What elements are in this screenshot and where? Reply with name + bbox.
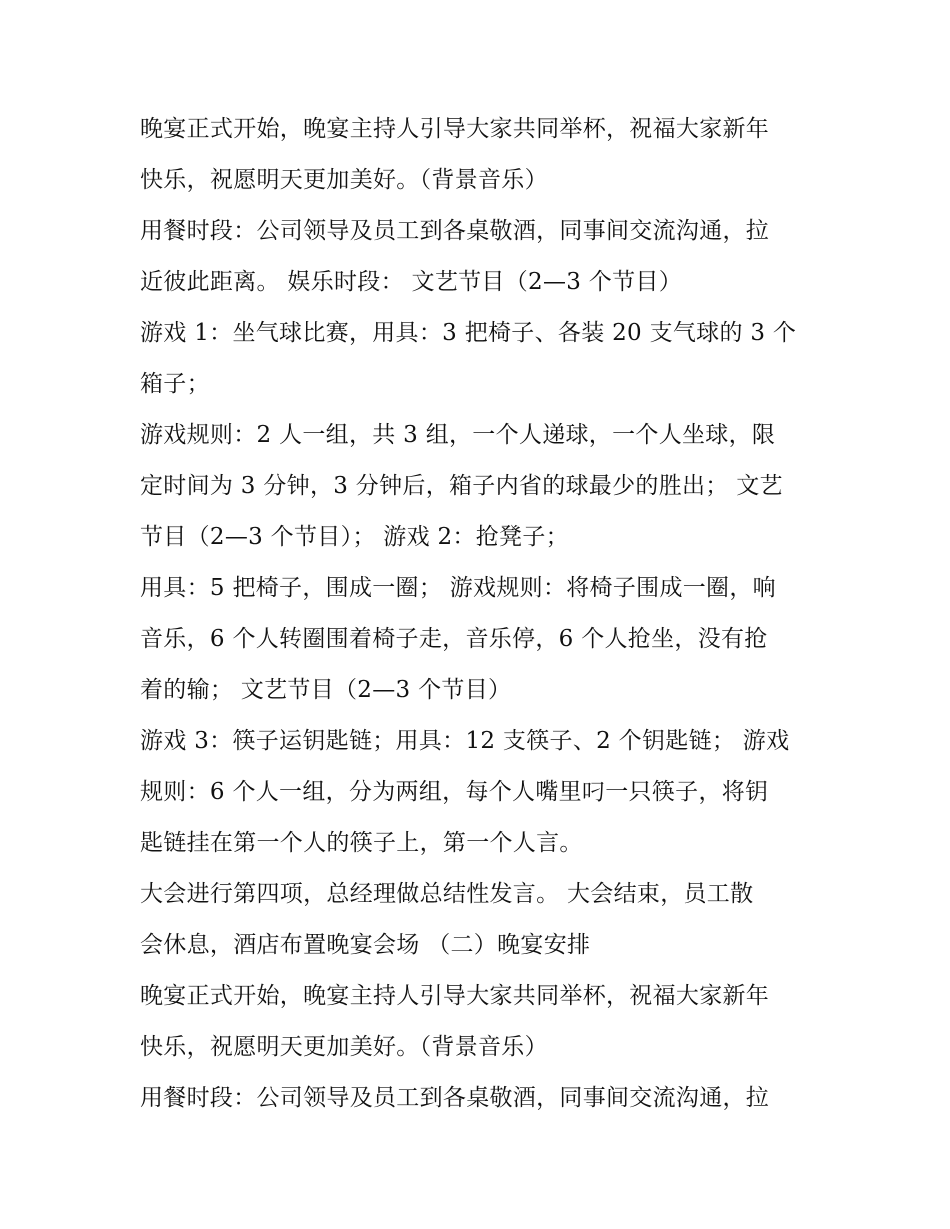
text-line-5: 游戏 1：坐气球比赛，用具：3 把椅子、各装 20 支气球的 3 个 [140,320,797,346]
text-line-19: 快乐，祝愿明天更加美好。（背景音乐） [140,1034,548,1060]
text-line-7: 游戏规则：2 人一组，共 3 组，一个人递球，一个人坐球，限 [140,422,776,448]
text-line-4: 近彼此距离。 娱乐时段： 文艺节目（2—3 个节目） [140,269,682,295]
text-line-9: 节目（2—3 个节目）； 游戏 2：抢凳子； [140,524,569,550]
text-line-2: 快乐，祝愿明天更加美好。（背景音乐） [140,167,548,193]
text-line-17: 会休息，酒店布置晚宴会场 （二）晚宴安排 [140,932,591,958]
text-line-1: 晚宴正式开始，晚宴主持人引导大家共同举杯，祝福大家新年 [140,116,770,142]
text-line-18: 晚宴正式开始，晚宴主持人引导大家共同举杯，祝福大家新年 [140,983,770,1009]
text-line-16: 大会进行第四项，总经理做总结性发言。 大会结束，员工散 [140,881,754,907]
text-line-12: 着的输； 文艺节目（2—3 个节目） [140,677,512,703]
text-line-6: 箱子； [140,371,210,397]
text-line-20: 用餐时段：公司领导及员工到各桌敬酒，同事间交流沟通，拉 [140,1085,770,1111]
text-line-15: 匙链挂在第一个人的筷子上，第一个人言。 [140,830,583,856]
text-line-10: 用具：5 把椅子，围成一圈； 游戏规则：将椅子围成一圈，响 [140,575,776,601]
text-line-8: 定时间为 3 分钟，3 分钟后，箱子内省的球最少的胜出； 文艺 [140,473,783,499]
text-line-13: 游戏 3：筷子运钥匙链；用具：12 支筷子、2 个钥匙链； 游戏 [140,728,790,754]
text-line-14: 规则：6 个人一组，分为两组，每个人嘴里叼一只筷子，将钥 [140,779,769,805]
text-line-11: 音乐，6 个人转圈围着椅子走，音乐停，6 个人抢坐，没有抢 [140,626,768,652]
text-line-3: 用餐时段：公司领导及员工到各桌敬酒，同事间交流沟通，拉 [140,218,770,244]
body-text [140,104,830,1124]
